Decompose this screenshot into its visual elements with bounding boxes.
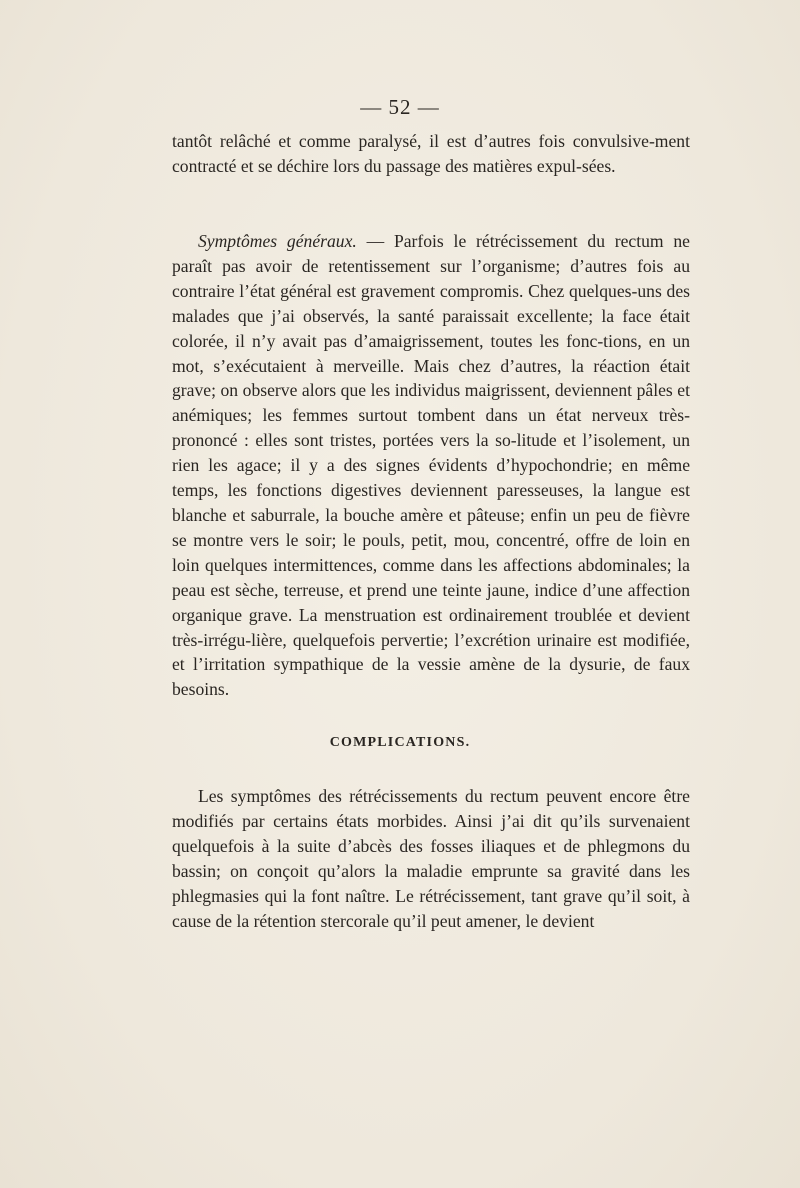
page-number: — 52 — (360, 95, 440, 119)
symptoms-heading: Symptômes généraux. (198, 231, 357, 251)
section-title: COMPLICATIONS. (329, 735, 471, 750)
complications-text: Les symptômes des rétrécissements du rectum peuvent encore être modifiés par certains états morbides. Ainsi j’ai dit qu’ils survenaient quelquefois à la suite d’abcès des fosses iliaques et de phlegmons du bassin; on conçoit qu’alors la maladie emprunte sa gravité dans les phlegmasies qui la font naître. Le rétrécissement, tant grave qu’il soit, à cause de la rétention stercorale qu’il peut amener, le devient (172, 786, 690, 931)
continuation-paragraph (172, 129, 690, 179)
symptoms-paragraph (172, 229, 690, 702)
complications-paragraph (172, 784, 690, 933)
symptoms-body (172, 229, 690, 702)
symptoms-text: — Parfois le rétrécissement du rectum ne paraît pas avoir de retentissement sur l’organisme; d’autres fois au contraire l’état général est gravement compromis. Chez quelques-uns des malades que j’ai observés, la santé paraissait excellente; la face était colorée, il n’y avait pas d’amaigrissement, toutes les fonc-tions, en un mot, s’exécutaient à merveille. Mais chez d’autres, la réaction était grave; on observe alors que les individus maigrissent, deviennent pâles et anémiques; les femmes surtout tombent dans un état nerveux très-prononcé : elles sont tristes, portées vers la so-litude et l’isolement, un rien les agace; il y a des signes évidents d’hypochondrie; en même temps, les fonctions digestives deviennent paresseuses, la langue est blanche et saburrale, la bouche amère et pâteuse; enfin un peu de fièvre se montre vers le soir; le pouls, petit, mou, concentré, offre de loin en loin quelques intermittences, comme dans les affections abdominales; la peau est sèche, terreuse, et prend une teinte jaune, indice d’une affection organique grave. La menstruation est ordinairement troublée et devient très-irrégu-lière, quelquefois pervertie; l’excrétion urinaire est modifiée, et l’irritation sympathique de la vessie amène de la dysurie, de faux besoins. (172, 231, 690, 700)
continuation-text: tantôt relâché et comme paralysé, il est d’autres fois convulsive-ment contracté et se déchire lors du passage des matières expul-sées. (172, 131, 690, 176)
